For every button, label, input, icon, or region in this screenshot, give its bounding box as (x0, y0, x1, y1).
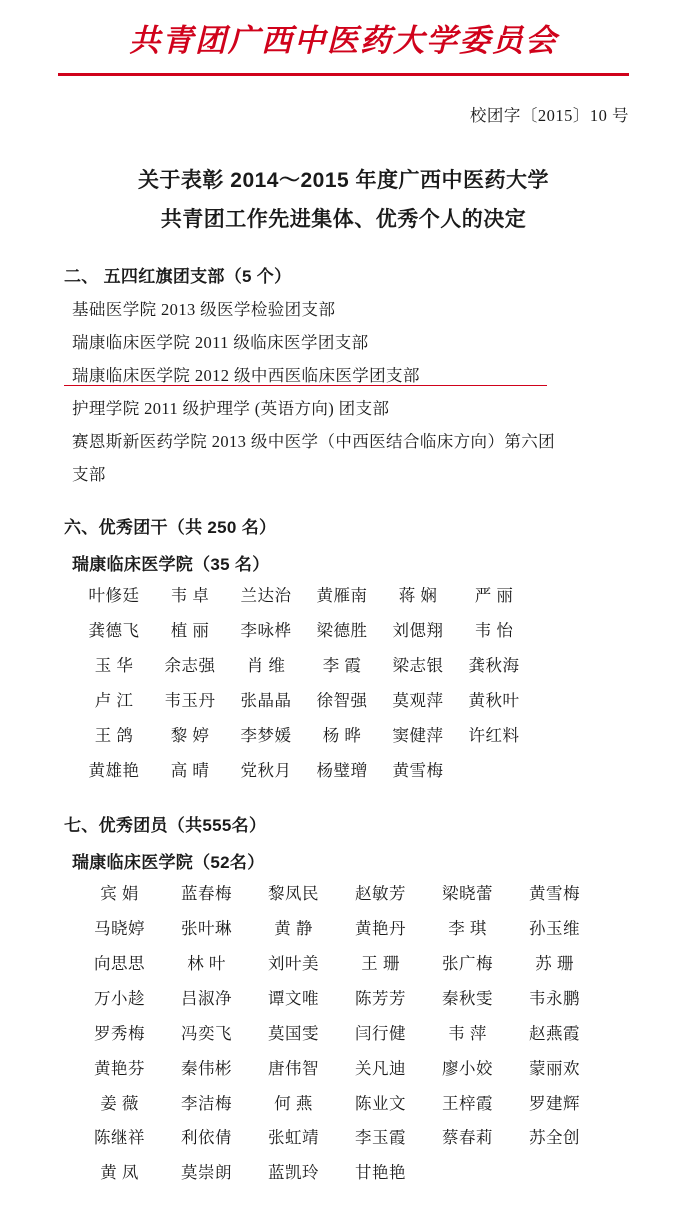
name-cell: 甘艳艳 (355, 1163, 406, 1183)
name-cell: 向思思 (94, 953, 145, 973)
name-row (76, 1052, 629, 1087)
name-cell: 姜 薇 (100, 1093, 139, 1113)
section-sub-heading: 瑞康临床医学院（52名） (72, 852, 265, 872)
name-cell: 黄 静 (274, 918, 313, 938)
name-cell: 莫国雯 (268, 1023, 319, 1043)
name-cell: 黎 婷 (170, 725, 210, 745)
name-cell: 黄秋叶 (468, 690, 520, 710)
name-cell: 李咏桦 (240, 620, 292, 640)
name-cell: 宾 娟 (100, 883, 139, 903)
name-cell: 王梓霞 (442, 1093, 493, 1113)
name-row (76, 947, 629, 982)
name-cell: 韦 卓 (170, 585, 210, 605)
name-cell: 刘叶美 (268, 953, 319, 973)
name-cell: 韦永鹏 (529, 988, 580, 1008)
section-outstanding-cadres (58, 513, 629, 789)
name-row (76, 877, 629, 912)
name-cell: 梁志银 (392, 655, 444, 675)
name-cell: 吕淑净 (181, 988, 232, 1008)
name-cell: 党秋月 (240, 760, 292, 780)
name-cell: 黄雄艳 (88, 760, 140, 780)
name-row (76, 649, 629, 684)
list-item: 赛恩斯新医药学院 2013 级中医学（中西医结合临床方向）第六团 (72, 431, 556, 451)
section-sub-heading: 瑞康临床医学院（35 名） (72, 554, 270, 574)
name-cell: 李洁梅 (181, 1093, 232, 1113)
page-title (58, 162, 629, 240)
section-heading: 七、优秀团员（共555名） (64, 815, 267, 835)
name-grid (58, 877, 629, 1192)
name-cell: 韦 怡 (474, 620, 514, 640)
name-cell: 黄雪梅 (529, 883, 580, 903)
name-cell: 冯奕飞 (181, 1023, 232, 1043)
name-cell: 张虹靖 (268, 1128, 319, 1148)
section-heading: 六、优秀团干（共 250 名） (64, 517, 277, 537)
list-item: 瑞康临床医学院 2011 级临床医学团支部 (72, 332, 369, 352)
name-cell: 杨璧璔 (316, 760, 368, 780)
name-cell: 许红料 (468, 725, 520, 745)
name-cell: 黎凤民 (268, 883, 319, 903)
name-cell: 韦玉丹 (164, 690, 216, 710)
name-cell: 龚德飞 (88, 620, 140, 640)
name-cell: 黄雪梅 (392, 760, 444, 780)
name-cell: 何 燕 (274, 1093, 313, 1113)
name-cell: 闫行健 (355, 1023, 406, 1043)
name-row (76, 1087, 629, 1122)
name-cell: 王 鸽 (94, 725, 134, 745)
name-cell: 蓝凯玲 (268, 1163, 319, 1183)
name-cell: 陈继祥 (94, 1128, 145, 1148)
name-cell: 张广梅 (442, 953, 493, 973)
name-cell: 秦伟彬 (181, 1058, 232, 1078)
name-cell: 肖 维 (246, 655, 286, 675)
name-cell: 陈业文 (355, 1093, 406, 1113)
letterhead (58, 0, 629, 76)
name-row (76, 1017, 629, 1052)
name-cell: 蒋 娴 (398, 585, 438, 605)
name-cell: 秦秋雯 (442, 988, 493, 1008)
page-title-line-2: 共青团工作先进集体、优秀个人的决定 (160, 208, 527, 232)
section-wuhsi-branches (58, 262, 629, 491)
name-cell: 玉 华 (94, 655, 134, 675)
name-cell: 赵敏芳 (355, 883, 406, 903)
list-item: 护理学院 2011 级护理学 (英语方向) 团支部 (72, 398, 390, 418)
name-cell: 杨 晔 (322, 725, 362, 745)
section-heading: 二、 五四红旗团支部（5 个） (64, 266, 292, 286)
name-cell: 黄雁南 (316, 585, 368, 605)
name-cell: 莫观萍 (392, 690, 444, 710)
name-row (76, 754, 629, 789)
name-cell: 王 珊 (361, 953, 400, 973)
name-cell: 严 丽 (474, 585, 514, 605)
name-cell: 李梦媛 (240, 725, 292, 745)
name-cell: 利依倩 (181, 1128, 232, 1148)
name-cell: 唐伟智 (268, 1058, 319, 1078)
name-cell: 龚秋海 (468, 655, 520, 675)
name-cell: 蔡春莉 (442, 1128, 493, 1148)
name-grid (58, 579, 629, 789)
name-cell: 李 琪 (448, 918, 487, 938)
name-cell: 梁晓蕾 (442, 883, 493, 903)
name-cell: 苏 珊 (535, 953, 574, 973)
name-cell: 梁德胜 (316, 620, 368, 640)
name-cell: 蓝春梅 (181, 883, 232, 903)
name-cell (424, 1156, 511, 1191)
name-cell: 黄艳丹 (355, 918, 406, 938)
name-cell: 黄 凤 (100, 1163, 139, 1183)
name-cell: 高 晴 (170, 760, 210, 780)
section-outstanding-members (58, 811, 629, 1192)
list-item: 支部 (72, 464, 106, 484)
name-cell (511, 1156, 598, 1191)
name-cell: 廖小姣 (442, 1058, 493, 1078)
name-cell: 罗秀梅 (94, 1023, 145, 1043)
name-cell: 万小趁 (94, 988, 145, 1008)
name-cell: 孙玉维 (529, 918, 580, 938)
name-row (76, 579, 629, 614)
name-cell: 李玉霞 (355, 1128, 406, 1148)
name-cell: 关凡迪 (355, 1058, 406, 1078)
name-cell: 陈芳芳 (355, 988, 406, 1008)
name-cell: 马晓婷 (94, 918, 145, 938)
name-cell: 苏全创 (529, 1128, 580, 1148)
name-row (76, 684, 629, 719)
name-cell: 叶修廷 (88, 585, 140, 605)
name-row (76, 1121, 629, 1156)
name-cell: 黄艳芬 (94, 1058, 145, 1078)
name-cell: 张晶晶 (240, 690, 292, 710)
name-cell (456, 754, 532, 789)
name-cell: 卢 江 (94, 690, 134, 710)
list-item: 基础医学院 2013 级医学检验团支部 (72, 299, 336, 319)
name-cell: 刘偲翔 (392, 620, 444, 640)
name-row (76, 719, 629, 754)
name-cell: 韦 萍 (448, 1023, 487, 1043)
name-cell: 窦健萍 (392, 725, 444, 745)
name-row (76, 1156, 629, 1191)
name-cell: 赵燕霞 (529, 1023, 580, 1043)
name-cell: 余志强 (164, 655, 216, 675)
letterhead-organization: 共青团广西中医药大学委员会 (129, 23, 558, 58)
page-title-line-1: 关于表彰 2014～2015 年度广西中医药大学 (137, 169, 550, 193)
name-cell: 兰达治 (240, 585, 292, 605)
name-cell: 蒙丽欢 (529, 1058, 580, 1078)
name-cell: 莫崇朗 (181, 1163, 232, 1183)
name-cell: 植 丽 (170, 620, 210, 640)
letterhead-rule (58, 73, 629, 76)
name-cell: 谭文唯 (268, 988, 319, 1008)
name-row (76, 982, 629, 1017)
document-number: 校团字〔2015〕10 号 (469, 106, 629, 126)
name-row (76, 614, 629, 649)
list-item-highlighted: 瑞康临床医学院 2012 级中西医临床医学团支部 (58, 359, 629, 392)
name-row (76, 912, 629, 947)
name-cell: 张叶琳 (181, 918, 232, 938)
name-cell: 林 叶 (187, 953, 226, 973)
name-cell: 徐智强 (316, 690, 368, 710)
name-cell: 李 霞 (322, 655, 362, 675)
name-cell: 罗建辉 (529, 1093, 580, 1113)
